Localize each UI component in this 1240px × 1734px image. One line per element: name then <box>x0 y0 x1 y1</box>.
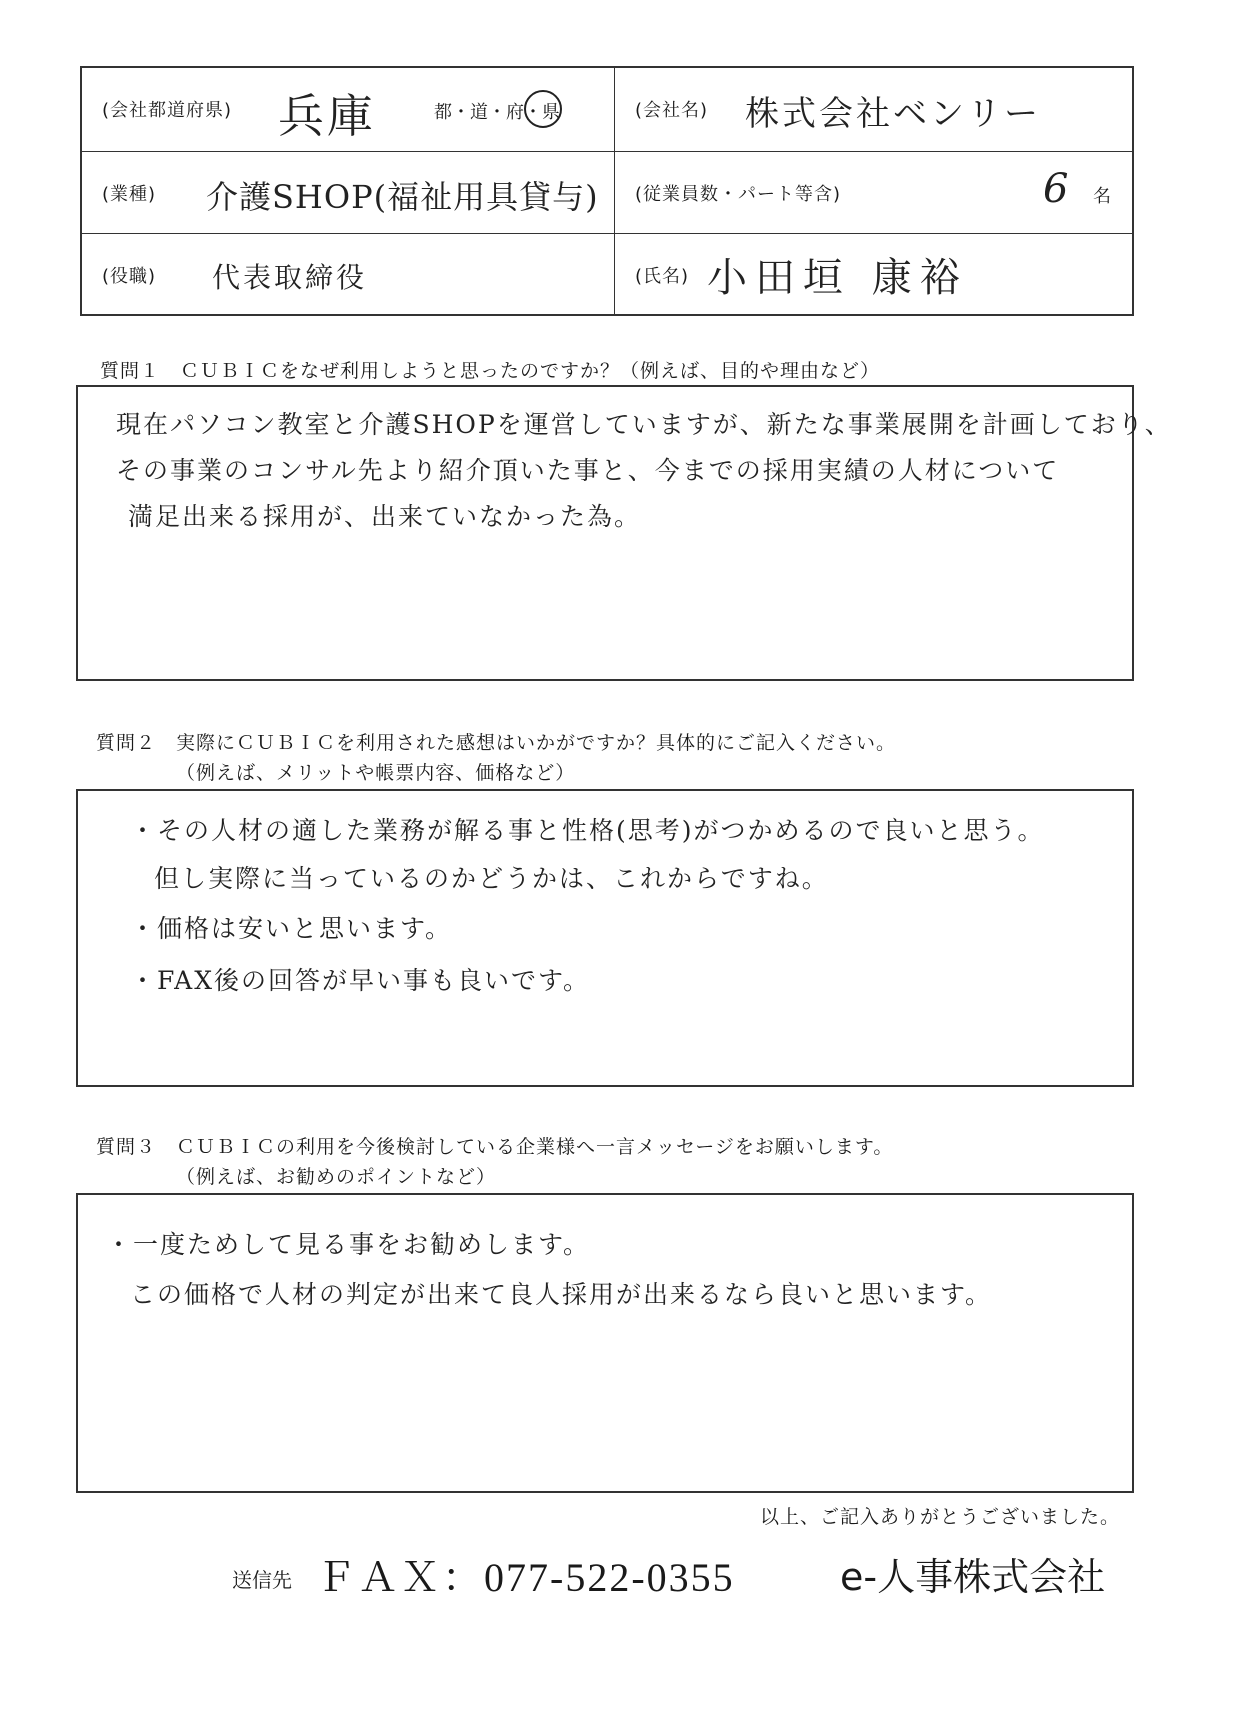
q2-title: 質問２ 実際にＣＵＢＩＣを利用された感想はいかがですか？具体的にご記入ください。 <box>96 732 897 754</box>
prefecture-suffix: 都・道・府・県 <box>434 102 560 123</box>
employees-unit: 名 <box>1093 186 1111 207</box>
position-value: 代表取締役 <box>212 261 368 294</box>
employees-cell <box>615 152 1134 234</box>
recipient-company: e-人事株式会社 <box>840 1555 1106 1599</box>
prefecture-circle-mark <box>524 90 562 128</box>
employees-label: (従業員数・パート等含) <box>635 184 842 205</box>
name-value: 小田垣 康裕 <box>707 255 968 301</box>
industry-cell <box>82 152 615 234</box>
closing-thanks: 以上、ご記入ありがとうございました。 <box>759 1506 1120 1528</box>
prefecture-value: 兵庫 <box>278 89 376 143</box>
q3-answer-box <box>76 1193 1134 1493</box>
name-cell <box>615 234 1134 314</box>
q2-answer-line-3: ・価格は安いと思います。 <box>130 914 453 943</box>
name-label: (氏名) <box>635 266 690 287</box>
prefecture-label: (会社都道府県) <box>102 100 233 121</box>
prefecture-cell <box>82 68 615 152</box>
q1-answer-line-1: 現在パソコン教室と介護SHOPを運営していますが、新たな事業展開を計画しており、 <box>116 410 1172 439</box>
q1-title: 質問１ ＣＵＢＩＣをなぜ利用しようと思ったのですか？（例えば、目的や理由など） <box>100 360 881 382</box>
q1-answer-line-3: 満足出来る採用が、出来ていなかった為。 <box>128 502 642 531</box>
q3-answer-line-1: ・一度ためして見る事をお勧めします。 <box>106 1230 591 1259</box>
position-label: (役職) <box>102 266 157 287</box>
position-cell <box>82 234 615 314</box>
q2-answer-line-4: ・FAX後の回答が早い事も良いです。 <box>130 966 591 995</box>
q2-answer-line-2: 但し実際に当っているのかどうかは、これからですね。 <box>154 864 829 893</box>
q2-answer-line-1: ・その人材の適した業務が解る事と性格(思考)がつかめるので良いと思う。 <box>130 816 1045 845</box>
industry-label: (業種) <box>102 184 157 205</box>
company-cell <box>615 68 1134 152</box>
q3-title: 質問３ ＣＵＢＩＣの利用を今後検討している企業様へ一言メッセージをお願いします。 <box>96 1136 894 1158</box>
employees-value: 6 <box>1043 166 1072 212</box>
company-value: 株式会社ベンリー <box>745 94 1041 134</box>
q3-subtitle: （例えば、お勧めのポイントなど） <box>176 1166 497 1188</box>
q2-answer-box <box>76 789 1134 1087</box>
q1-answer-box <box>76 385 1172 681</box>
industry-value: 介護SHOP(福祉用具貸与) <box>206 178 599 216</box>
q1-answer-line-2: その事業のコンサル先より紹介頂いた事と、今までの採用実績の人材について <box>116 456 1060 485</box>
company-label: (会社名) <box>635 100 709 121</box>
q3-answer-line-2: この価格で人材の判定が出来て良人採用が出来るなら良いと思います。 <box>130 1280 993 1309</box>
fax-number: ＦＡＸ：077-522-0355 <box>316 1555 735 1600</box>
header-info-table <box>80 66 1134 316</box>
q2-subtitle: （例えば、メリットや帳票内容、価格など） <box>176 762 576 784</box>
fax-label: 送信先 <box>232 1568 292 1592</box>
